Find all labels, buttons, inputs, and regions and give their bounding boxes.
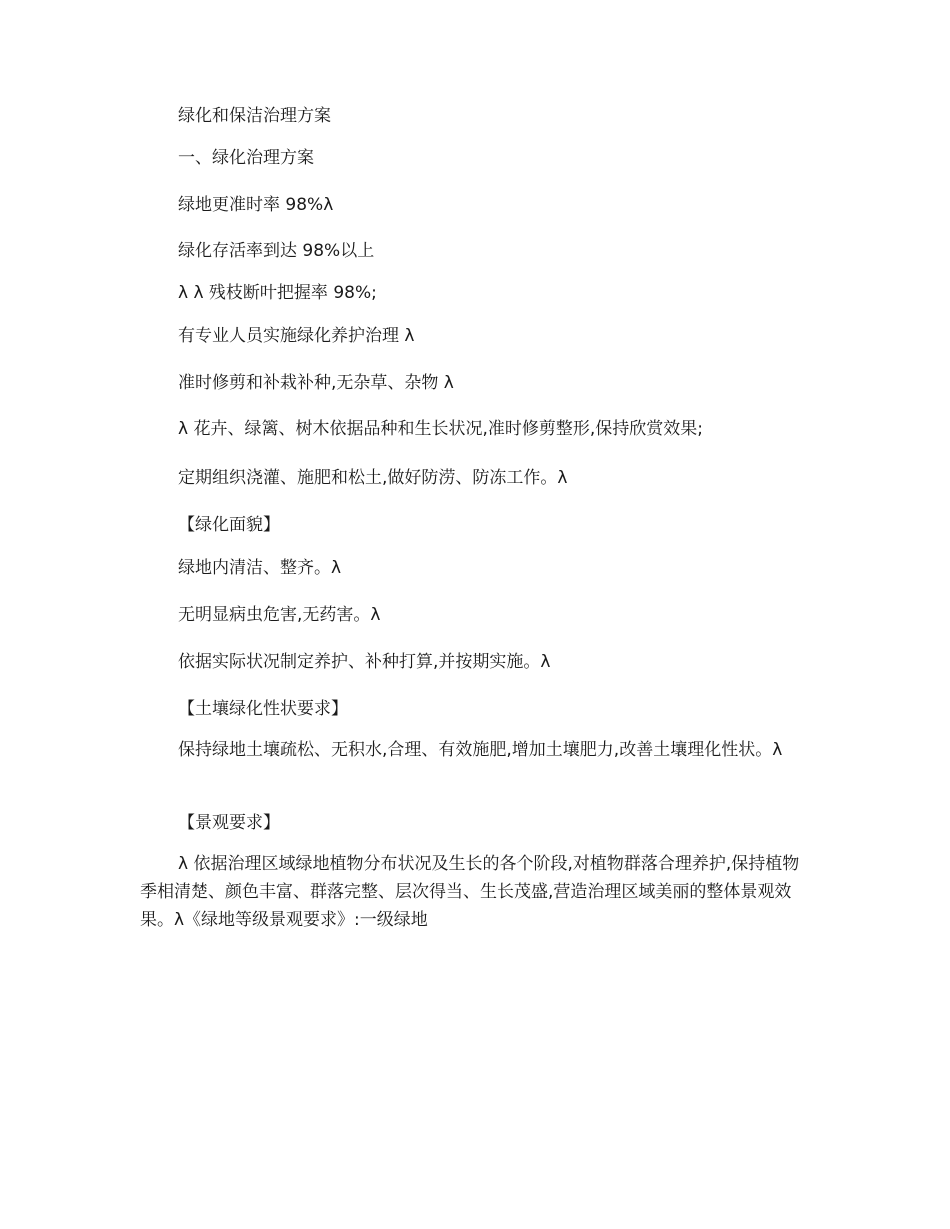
section-heading-soil: 【土壤绿化性状要求】	[178, 699, 348, 719]
text-line: 绿化存活率到达 98%以上	[178, 241, 375, 261]
text-line: 定期组织浇灌、施肥和松土,做好防涝、防冻工作。λ	[178, 468, 568, 488]
section-heading-greening: 一、绿化治理方案	[178, 148, 314, 168]
section-heading-appearance: 【绿化面貌】	[178, 515, 280, 535]
text-line: 绿地内清洁、整齐。λ	[178, 558, 342, 578]
text-line: 有专业人员实施绿化养护治理 λ	[178, 326, 415, 346]
text-line: 绿地更准时率 98%λ	[178, 195, 334, 215]
text-line: λ λ 残枝断叶把握率 98%;	[178, 283, 377, 303]
paragraph-soil: 保持绿地土壤疏松、无积水,合理、有效施肥,增加土壤肥力,改善土壤理化性状。λ	[178, 740, 783, 760]
document-title: 绿化和保洁治理方案	[178, 106, 331, 126]
section-heading-landscape: 【景观要求】	[178, 813, 280, 833]
text-line: 无明显病虫危害,无药害。λ	[178, 605, 381, 625]
text-line: 依据实际状况制定养护、补种打算,并按期实施。λ	[178, 652, 551, 672]
paragraph-landscape: λ 依据治理区域绿地植物分布状况及生长的各个阶段,对植物群落合理养护,保持植物季相清楚、颜色丰富、群落完整、层次得当、生长茂盛,营造治理区域美丽的整体景观效果。λ《绿地等级景观要求》:一级绿地	[140, 854, 800, 930]
text-line: 准时修剪和补栽补种,无杂草、杂物 λ	[178, 373, 454, 393]
text-line: λ 花卉、绿篱、树木依据品种和生长状况,准时修剪整形,保持欣赏效果;	[178, 419, 703, 439]
